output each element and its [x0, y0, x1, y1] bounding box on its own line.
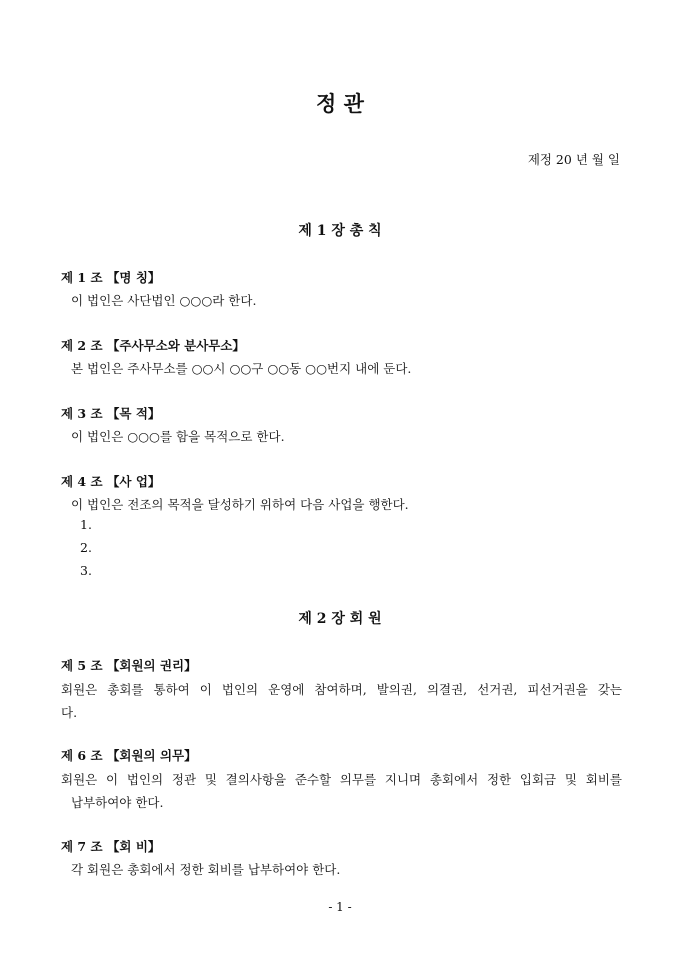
chapter-heading: 제 1 장 총 칙: [298, 223, 382, 239]
article-text: 이 법인은 ○○○를 함을 목적으로 한다.: [71, 429, 285, 444]
list-item: 3.: [80, 563, 92, 578]
article-text: 회원은 총회를 통하여 이 법인의 운영에 참여하며, 발의권, 의결권, 선거권, 피선거권을 갖는: [61, 682, 622, 697]
article-text: 다.: [61, 705, 78, 720]
article-heading: 제 7 조 【회 비】: [61, 839, 161, 854]
article-text: 회원은 이 법인의 정관 및 결의사항을 준수할 의무를 지니며 총회에서 정한 입회금 및 회비를: [61, 772, 622, 787]
article-heading: 제 6 조 【회원의 의무】: [61, 748, 197, 763]
document-title: 정 관: [316, 91, 364, 116]
article-heading: 제 5 조 【회원의 권리】: [61, 658, 197, 673]
enactment-date: 제정 20 년 월 일: [527, 152, 620, 167]
list-item: 1.: [80, 517, 92, 532]
list-item: 2.: [80, 540, 92, 555]
article-heading: 제 4 조 【사 업】: [61, 474, 161, 489]
article-text: 각 회원은 총회에서 정한 회비를 납부하여야 한다.: [71, 862, 341, 877]
article-heading: 제 2 조 【주사무소와 분사무소】: [61, 338, 245, 353]
page-number: - 1 -: [328, 900, 352, 914]
chapter-heading: 제 2 장 회 원: [298, 611, 382, 627]
article-text: 본 법인은 주사무소를 ○○시 ○○구 ○○동 ○○번지 내에 둔다.: [71, 361, 412, 376]
article-text: 납부하여야 한다.: [71, 795, 164, 810]
article-heading: 제 1 조 【명 칭】: [61, 270, 161, 285]
article-heading: 제 3 조 【목 적】: [61, 406, 161, 421]
article-text: 이 법인은 전조의 목적을 달성하기 위하여 다음 사업을 행한다.: [71, 497, 409, 512]
article-text: 이 법인은 사단법인 ○○○라 한다.: [71, 293, 257, 308]
